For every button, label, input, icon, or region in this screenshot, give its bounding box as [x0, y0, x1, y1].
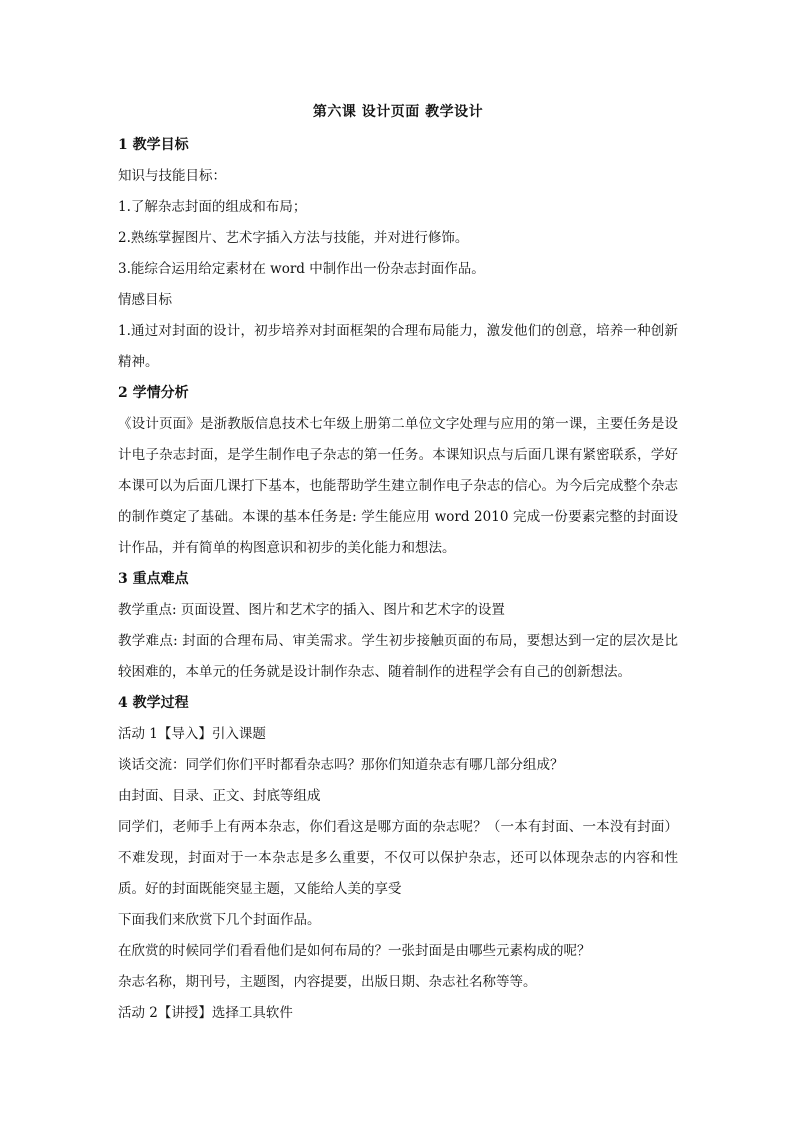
- section-heading-key-points: 3 重点难点: [118, 571, 189, 587]
- paragraph: 同学们，老师手上有两本杂志，你们看这是哪方面的杂志呢？（一本有封面、一本没有封面）不难发现，封面对于一本杂志是多么重要，不仅可以保护杂志，还可以体现杂志的内容和性质。好的封面既能突显主题，又能给人美的享受: [118, 819, 678, 897]
- paragraph: 2.熟练掌握图片、艺术字插入方法与技能，并对进行修饰。: [118, 230, 469, 246]
- paragraph: 活动 2【讲授】选择工具软件: [118, 1005, 293, 1021]
- paragraph: 谈话交流：同学们你们平时都看杂志吗？那你们知道杂志有哪几部分组成？: [118, 757, 564, 773]
- paragraph: 教学重点: 页面设置、图片和艺术字的插入、图片和艺术字的设置: [118, 602, 505, 618]
- paragraph: 下面我们来欣赏下几个封面作品。: [118, 912, 321, 928]
- paragraph: 《设计页面》是浙教版信息技术七年级上册第二单位文字处理与应用的第一课，主要任务是设计电子杂志封面，是学生制作电子杂志的第一任务。本课知识点与后面几课有紧密联系，学好本课可以为后面几课打下基本，也能帮助学生建立制作电子杂志的信心。为今后完成整个杂志的制作奠定了基础。本课的基本任务是: 学生能应用 word 2010 完成一份要素完整的封面设计作品，并有简单的构图意识和初步的美化能力和想法。: [118, 416, 678, 556]
- paragraph: 在欣赏的时候同学们看看他们是如何布局的？一张封面是由哪些元素构成的呢？: [118, 943, 591, 959]
- document-body: [118, 100, 678, 1029]
- paragraph: 活动 1【导入】引入课题: [118, 726, 266, 742]
- paragraph: 由封面、目录、正文、封底等组成: [118, 788, 321, 804]
- section-heading-analysis: 2 学情分析: [118, 385, 189, 401]
- paragraph: 1.通过对封面的设计，初步培养对封面框架的合理布局能力，激发他们的创意，培养一种创新精神。: [118, 323, 678, 370]
- paragraph: 杂志名称，期刊号，主题图，内容提要，出版日期、杂志社名称等等。: [118, 974, 537, 990]
- section-heading-objectives: 1 教学目标: [118, 137, 189, 153]
- paragraph: 教学难点: 封面的合理布局、审美需求。学生初步接触页面的布局，要想达到一定的层次是比较困难的，本单元的任务就是设计制作杂志、随着制作的进程学会有自己的创新想法。: [118, 633, 678, 680]
- section-heading-process: 4 教学过程: [118, 695, 189, 711]
- paragraph: 情感目标: [118, 292, 172, 308]
- paragraph: 知识与技能目标：: [118, 168, 226, 184]
- document-title: 第六课 设计页面 教学设计: [312, 104, 484, 120]
- paragraph: 3.能综合运用给定素材在 word 中制作出一份杂志封面作品。: [118, 261, 485, 277]
- paragraph: 1.了解杂志封面的组成和布局；: [118, 199, 307, 215]
